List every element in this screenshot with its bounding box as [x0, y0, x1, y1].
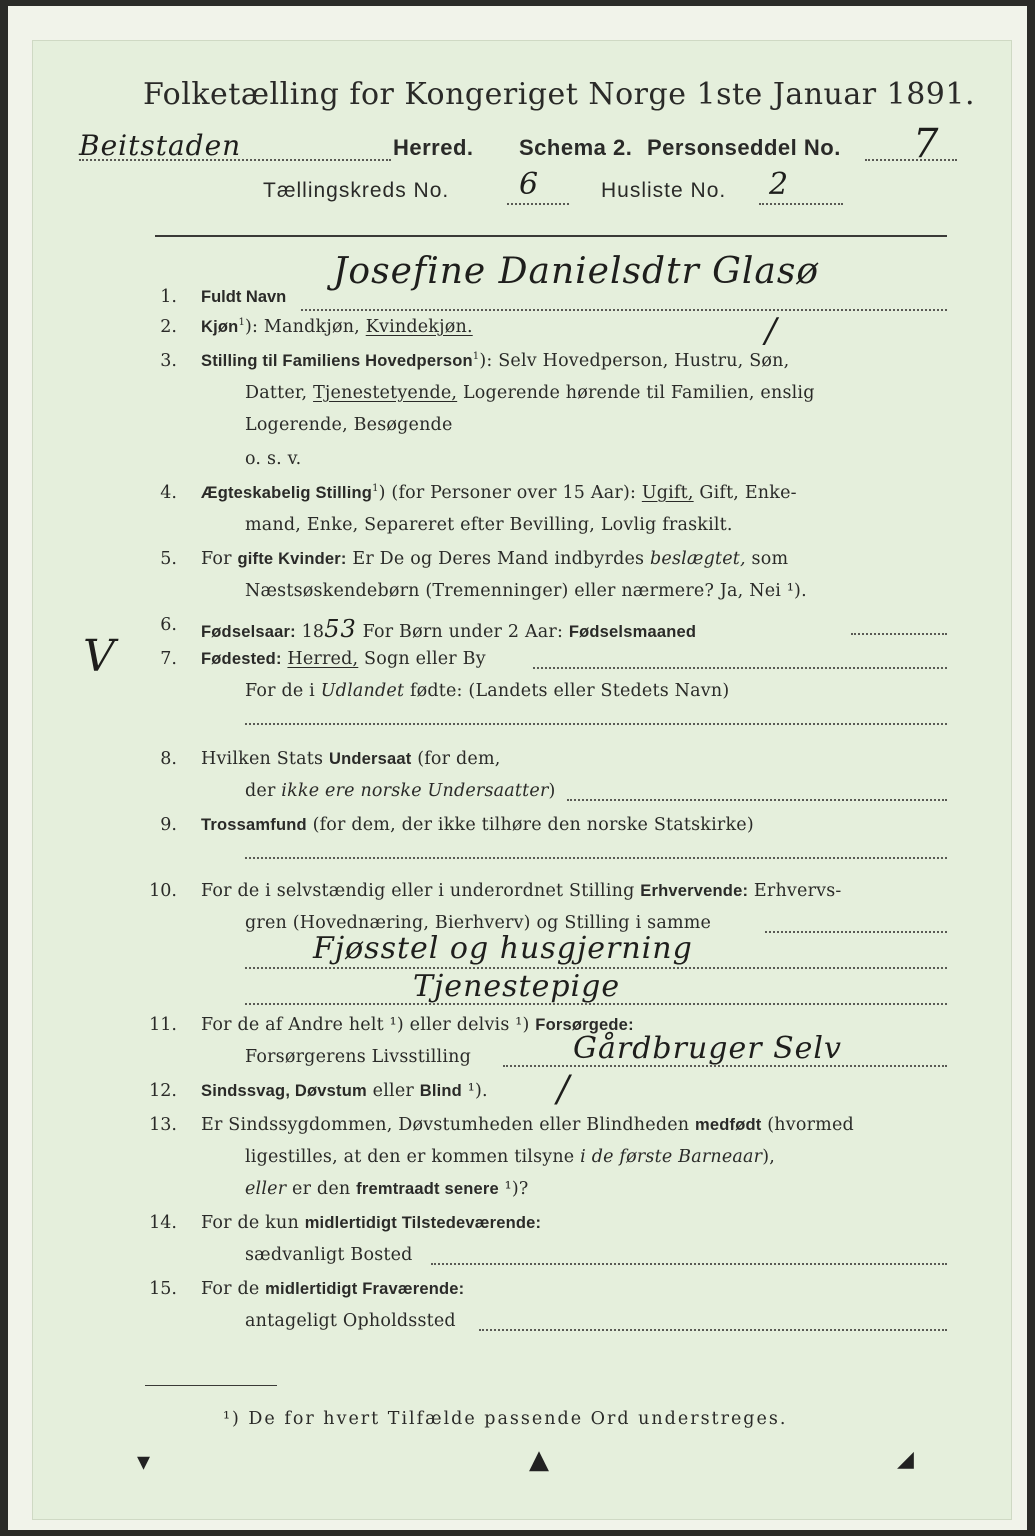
q7-dots2 [245, 723, 947, 725]
q2-handwritten-mark: / [765, 311, 778, 351]
q4-line2: mand, Enke, Separeret efter Bevilling, Lovlig fraskilt. [245, 515, 733, 535]
personseddel-dots [865, 159, 957, 161]
q10-line1 [201, 881, 842, 901]
q5-l1i: beslægtet, [649, 549, 746, 569]
q13-label: medfødt [695, 1116, 762, 1134]
q13-l2a: ligestilles, at den er kommen tilsyne [245, 1147, 581, 1167]
q14-dots [431, 1263, 947, 1265]
q12-rest: ¹). [461, 1081, 488, 1101]
registration-mark-center: ▲ [529, 1445, 549, 1475]
herred-dots [79, 159, 391, 161]
q13-line1 [201, 1115, 854, 1135]
q7-dots [533, 667, 947, 669]
q14-label: midlertidigt Tilstedeværende: [304, 1214, 542, 1232]
q10-handwritten-occupation: Fjøsstel og husgjerning [313, 931, 693, 966]
q3-l2b: Logerende hørende til Familien, enslig [457, 383, 815, 403]
q8-dots [567, 799, 947, 801]
q8-number: 8. [160, 749, 177, 769]
registration-mark-right: ◢ [897, 1447, 914, 1472]
q13-number: 13. [149, 1115, 177, 1135]
q5-number: 5. [160, 549, 177, 569]
q12-number: 12. [149, 1081, 177, 1101]
q6-number: 6. [160, 615, 177, 635]
q7-option-selected: Herred, [287, 649, 359, 669]
q1-handwritten-name: Josefine Danielsdtr Glasø [333, 251, 820, 292]
scan-page [8, 6, 1027, 1530]
q14-line1 [201, 1213, 541, 1233]
q4-l1a: ) (for Personer over 15 Aar): [378, 483, 642, 503]
q14-number: 14. [149, 1213, 177, 1233]
census-form [32, 40, 1012, 1520]
q6-label2: Fødselsmaaned [568, 623, 697, 641]
q2-sup: 1 [238, 317, 246, 329]
q8-line2 [245, 781, 556, 801]
q2-text [201, 317, 473, 337]
q6-handwritten-year: 53 [324, 615, 357, 643]
q12-mid: eller [366, 1081, 420, 1101]
q15-l1a: For de [201, 1279, 266, 1299]
q15-line1 [201, 1279, 464, 1299]
q4-number: 4. [160, 483, 177, 503]
q13-label2: fremtraadt senere [356, 1180, 499, 1198]
q11-l1a: For de af Andre helt ¹) eller delvis ¹) [201, 1015, 536, 1035]
q15-line2: antageligt Opholdssted [245, 1311, 456, 1331]
personseddel-label: Personseddel No. [647, 135, 841, 160]
q8-l2b: ) [548, 781, 556, 801]
q12-label2: Blind [419, 1082, 462, 1100]
footnote: ¹) De for hvert Tilfælde passende Ord understreges. [223, 1409, 788, 1429]
form-title: Folketælling for Kongeriget Norge 1ste Januar 1891. [143, 77, 976, 112]
header-rule [155, 235, 947, 237]
q4-option-selected: Ugift, [641, 483, 694, 503]
q8-line1 [201, 749, 501, 769]
kreds-handwritten: 6 [519, 167, 540, 202]
q10-l1a: For de i selvstændig eller i underordnet Stilling [201, 881, 641, 901]
q11-line2: Forsørgerens Livsstilling [245, 1047, 472, 1067]
q8-l1a: Hvilken Stats [201, 749, 329, 769]
q4-l1b: Gift, Enke- [693, 483, 797, 503]
q9-dots [245, 857, 947, 859]
q9-number: 9. [160, 815, 177, 835]
q6-prefix: 18 [295, 622, 325, 642]
footnote-rule [145, 1385, 277, 1386]
q4-label: Ægteskabelig Stilling [201, 484, 373, 502]
q9-label: Trossamfund [201, 816, 307, 834]
q3-line2 [245, 383, 815, 403]
q3-l2a: Datter, [245, 383, 314, 403]
q8-label: Undersaat [328, 750, 412, 768]
q10-l1b: Erhvervs- [748, 881, 842, 901]
q3-line1: Stilling til Familiens Hovedperson$^1$): Selv Hovedperson, Hustru, Søn, [201, 351, 790, 371]
q5-l1b: som [745, 549, 789, 569]
q7-label: Fødested: [201, 650, 282, 668]
q6-line [201, 615, 696, 643]
q6-dots [851, 633, 947, 635]
q1-label: Fuldt Navn [201, 288, 287, 306]
q13-line2 [245, 1147, 775, 1167]
q3-l1: ): Selv Hovedperson, Hustru, Søn, [479, 351, 790, 371]
q5-line2: Næstsøskendebørn (Tremenninger) eller nærmere? Ja, Nei ¹). [245, 581, 807, 601]
q8-l2i: ikke ere norske Undersaatter [281, 781, 549, 801]
q6-label: Fødselsaar: [201, 623, 296, 641]
herred-handwritten: Beitstaden [79, 129, 242, 162]
q4-line1: Ægteskabelig Stilling$^1$) (for Personer over 15 Aar): Ugift, Gift, Enke- [201, 483, 797, 503]
q7-number: 7. [160, 649, 177, 669]
q11-label: Forsørgede: [535, 1016, 634, 1034]
q7-line1 [201, 649, 486, 669]
q13-l3i: eller [245, 1179, 287, 1199]
q9-line [201, 815, 754, 835]
q7-line2 [245, 681, 729, 701]
q14-l1a: For de kun [201, 1213, 305, 1233]
kreds-dots [507, 203, 569, 205]
q13-l2b: ), [762, 1147, 776, 1167]
q2-label: Kjøn [201, 318, 239, 336]
husliste-dots [759, 203, 843, 205]
q7-rest: Sogn eller By [358, 649, 486, 669]
q5-label: gifte Kvinder: [237, 550, 347, 568]
registration-mark-left: ▾ [137, 1447, 151, 1477]
q12-line [201, 1081, 488, 1101]
q3-line3: Logerende, Besøgende [245, 415, 453, 435]
q10-line2: gren (Hovednæring, Bierhverv) og Stilling i samme [245, 913, 712, 933]
q14-line2: sædvanligt Bosted [245, 1245, 413, 1265]
q3-label: Stilling til Familiens Hovedperson [201, 352, 473, 370]
husliste-label: Husliste No. [601, 179, 727, 202]
personseddel-handwritten: 7 [913, 121, 940, 167]
q3-line4: o. s. v. [245, 449, 302, 469]
q12-label: Sindssvag, Døvstum [201, 1082, 367, 1100]
q10-number: 10. [149, 881, 177, 901]
q3-option-selected: Tjenestetyende, [313, 383, 458, 403]
q10-dots3 [245, 1003, 947, 1005]
q2-option-selected: Kvindekjøn. [365, 317, 473, 337]
q13-l1a: Er Sindssygdommen, Døvstumheden eller Blindheden [201, 1115, 696, 1135]
q10-label: Erhvervende: [640, 882, 749, 900]
q12-handwritten-mark: / [557, 1069, 571, 1110]
q2-rest: ): Mandkjøn, [245, 317, 366, 337]
q10-dots1 [765, 931, 947, 933]
husliste-handwritten: 2 [769, 167, 790, 202]
herred-label: Herred. [393, 135, 474, 160]
kreds-label: Tællingskreds No. [263, 179, 450, 202]
q11-number: 11. [149, 1015, 177, 1035]
q5-pre: For [201, 549, 238, 569]
q8-l1b: (for dem, [411, 749, 501, 769]
q13-l1b: (hvormed [761, 1115, 854, 1135]
q10-handwritten-position: Tjenestepige [413, 969, 621, 1004]
q13-l2i: i de første Barneaar [580, 1147, 763, 1167]
q9-rest: (for dem, der ikke tilhøre den norske Statskirke) [306, 815, 754, 835]
q11-line1 [201, 1015, 634, 1035]
schema-label: Schema 2. [519, 135, 633, 160]
q1-number: 1. [160, 287, 177, 307]
q5-l1: Er De og Deres Mand indbyrdes [346, 549, 650, 569]
q7-l2b: fødte: (Landets eller Stedets Navn) [404, 681, 730, 701]
q8-l2a: der [245, 781, 282, 801]
q15-label: midlertidigt Fraværende: [265, 1280, 465, 1298]
margin-check-mark: V [83, 631, 116, 682]
q5-line1 [201, 549, 788, 569]
q7-l2i: Udlandet [320, 681, 405, 701]
q7-l2a: For de i [245, 681, 321, 701]
q6-mid: For Børn under 2 Aar: [356, 622, 569, 642]
q11-handwritten-provider: Gårdbruger Selv [573, 1031, 842, 1066]
q2-number: 2. [160, 317, 177, 337]
q3-number: 3. [160, 351, 177, 371]
q13-line3 [245, 1179, 529, 1199]
q15-number: 15. [149, 1279, 177, 1299]
q13-l3a: er den [286, 1179, 357, 1199]
q1-dots [301, 309, 947, 311]
q13-l3b: ¹)? [498, 1179, 529, 1199]
q15-dots [479, 1329, 947, 1331]
